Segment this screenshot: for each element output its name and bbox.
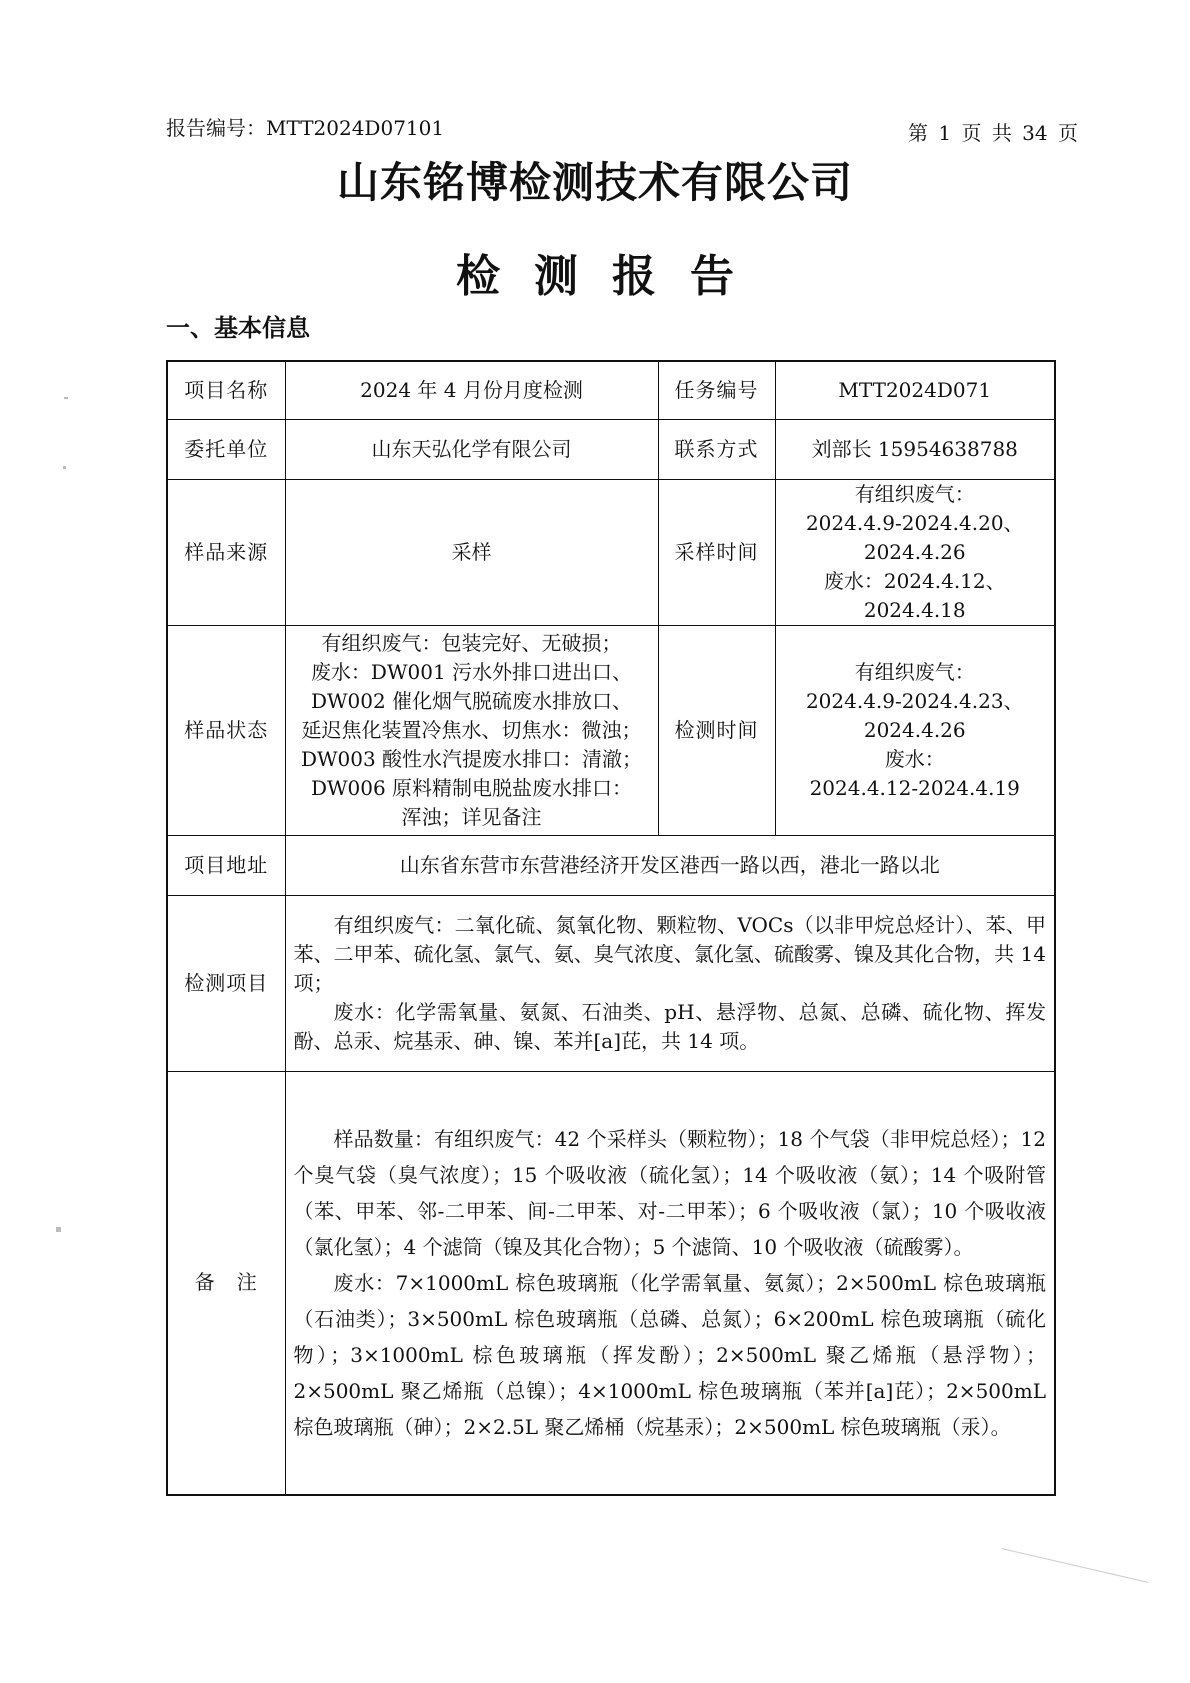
table-row (167, 479, 1055, 625)
sampling-time-label: 采样时间 (658, 479, 775, 625)
sample-source-value: 采样 (285, 479, 658, 625)
address-value: 山东省东营市东营港经济开发区港西一路以西，港北一路以北 (285, 835, 1055, 895)
table-row (167, 895, 1055, 1071)
sample-state-line: DW003 酸性水汽提废水排口：清澈； (300, 746, 643, 771)
basic-info-table (166, 360, 1056, 1496)
report-number-label: 报告编号： (166, 116, 266, 140)
project-name-value: 2024 年 4 月份月度检测 (285, 361, 658, 419)
company-name: 山东铭博检测技术有限公司 (336, 158, 853, 207)
test-items-value (285, 895, 1055, 1071)
test-time-label: 检测时间 (658, 625, 775, 835)
test-time-value (775, 625, 1055, 835)
table-row (167, 625, 1055, 835)
sampling-time-value (775, 479, 1055, 625)
sample-state-line: DW002 催化烟气脱硫废水排放口、 (310, 688, 633, 713)
address-label: 项目地址 (167, 835, 285, 895)
sample-source-label: 样品来源 (167, 479, 285, 625)
page-info: 第 1 页 共 34 页 (908, 121, 1078, 145)
contact-value: 刘部长 15954638788 (775, 419, 1055, 479)
client-value: 山东天弘化学有限公司 (285, 419, 658, 479)
section-title: 一、基本信息 (166, 314, 310, 342)
sample-state-label: 样品状态 (167, 625, 285, 835)
scan-mark (63, 466, 66, 469)
sampling-time-line: 2024.4.9-2024.4.20、 (805, 510, 1024, 535)
remarks-paragraph: 废水：7×1000mL 棕色玻璃瓶（化学需氧量、氨氮）；2×500mL 棕色玻璃瓶（石油类）；3×500mL 棕色玻璃瓶（总磷、总氮）；6×200mL 棕色玻璃瓶（硫化物）；3×1000mL 棕色玻璃瓶（挥发酚）；2×500mL 聚乙烯瓶（悬浮物）；2×500mL 聚乙烯瓶（总镍）；4×1000mL 棕色玻璃瓶（苯并[a]芘）；2×500mL 棕色玻璃瓶（砷）；2×2.5L 聚乙烯桶（烷基汞）；2×500mL 棕色玻璃瓶（汞）。 (293, 1270, 1046, 1439)
report-title: 检测报告 (456, 251, 768, 302)
scan-mark (1002, 1548, 1148, 1583)
remarks-value (285, 1071, 1055, 1495)
sample-state-line: 延迟焦化装置冷焦水、切焦水：微浊； (301, 717, 642, 742)
table-row (167, 835, 1055, 895)
sampling-time-line: 2024.4.18 (863, 597, 966, 622)
scan-mark (64, 397, 68, 399)
table-row (167, 1071, 1055, 1495)
client-label: 委托单位 (167, 419, 285, 479)
sample-state-value (285, 625, 658, 835)
task-no-label: 任务编号 (658, 361, 775, 419)
sampling-time-line: 有组织废气： (854, 481, 975, 506)
test-items-paragraph: 有组织废气：二氧化硫、氮氧化物、颗粒物、VOCs（以非甲烷总烃计）、苯、甲苯、二甲苯、硫化氢、氯气、氨、臭气浓度、氯化氢、硫酸雾、镍及其化合物，共 14 项； (293, 912, 1046, 995)
table-row (167, 361, 1055, 419)
task-no-value: MTT2024D071 (775, 361, 1055, 419)
sampling-time-line: 废水：2024.4.12、 (823, 568, 1006, 593)
report-number (166, 112, 444, 141)
sample-state-line: 废水：DW001 污水外排口进出口、 (310, 659, 633, 684)
test-time-line: 废水： (884, 746, 945, 771)
test-items-paragraph: 废水：化学需氧量、氨氮、石油类、pH、悬浮物、总氮、总磷、硫化物、挥发酚、总汞、烷基汞、砷、镍、苯并[a]芘，共 14 项。 (293, 999, 1046, 1053)
remarks-label: 备 注 (167, 1071, 285, 1495)
contact-label: 联系方式 (658, 419, 775, 479)
scan-mark (56, 1227, 61, 1232)
test-time-line: 有组织废气： (854, 659, 975, 684)
sample-state-line: 有组织废气：包装完好、无破损； (321, 630, 622, 655)
sampling-time-line: 2024.4.26 (863, 539, 966, 564)
table-row (167, 419, 1055, 479)
report-number-value: MTT2024D07101 (266, 116, 445, 140)
sample-state-line: 浑浊；详见备注 (401, 804, 542, 829)
project-name-label: 项目名称 (167, 361, 285, 419)
test-items-label: 检测项目 (167, 895, 285, 1071)
test-time-line: 2024.4.26 (863, 717, 966, 742)
sample-state-line: DW006 原料精制电脱盐废水排口： (310, 775, 633, 800)
test-time-line: 2024.4.9-2024.4.23、 (805, 688, 1024, 713)
remarks-paragraph: 样品数量：有组织废气：42 个采样头（颗粒物）；18 个气袋（非甲烷总烃）；12 个臭气袋（臭气浓度）；15 个吸收液（硫化氢）；14 个吸收液（氨）；14 个吸附管（苯、甲苯、邻-二甲苯、间-二甲苯、对-二甲苯）；6 个吸收液（氯）；10 个吸收液（氯化氢）；4 个滤筒（镍及其化合物）；5 个滤筒、10 个吸收液（硫酸雾）。 (293, 1126, 1046, 1259)
test-time-line: 2024.4.12-2024.4.19 (809, 775, 1020, 800)
